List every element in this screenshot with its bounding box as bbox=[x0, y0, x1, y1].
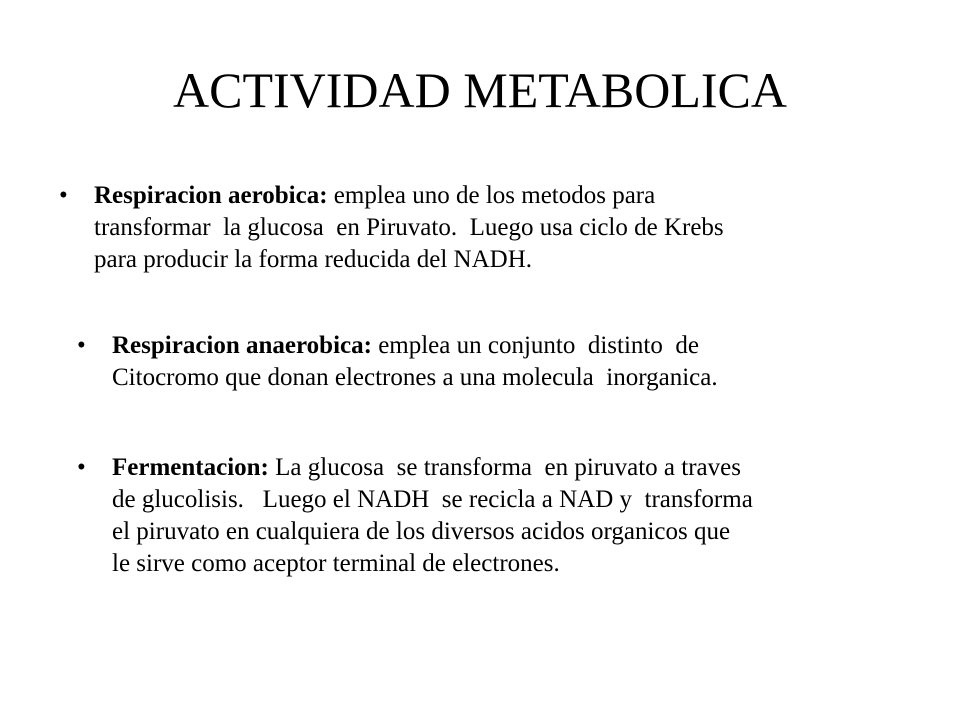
bullet-line bbox=[94, 180, 724, 212]
bullet-fermentacion bbox=[77, 452, 937, 588]
bullet-line: el piruvato en cualquiera de los diversos acidos organicos que bbox=[112, 518, 731, 545]
bullet-body bbox=[112, 330, 718, 394]
bullet-term: Respiracion anaerobica: bbox=[112, 332, 372, 359]
bullet-respiracion-anaerobica bbox=[77, 330, 897, 400]
bullet-line bbox=[112, 452, 753, 484]
bullet-term: Respiracion aerobica: bbox=[94, 182, 328, 209]
slide-title: ACTIVIDAD METABOLICA bbox=[173, 62, 787, 118]
bullet-text: emplea uno de los metodos para bbox=[327, 182, 656, 209]
bullet-line: Citocromo que donan electrones a una molecula inorganica. bbox=[112, 364, 718, 391]
bullet-text: La glucosa se transforma en piruvato a traves bbox=[268, 454, 741, 481]
bullet-line: para producir la forma reducida del NADH. bbox=[94, 246, 533, 273]
bullet-line: transformar la glucosa en Piruvato. Luego usa ciclo de Krebs bbox=[94, 214, 724, 241]
bullet-dot: • bbox=[59, 182, 68, 209]
bullet-dot: • bbox=[77, 332, 86, 359]
bullet-body bbox=[112, 452, 753, 580]
bullet-dot: • bbox=[77, 454, 86, 481]
bullet-line: le sirve como aceptor terminal de electrones. bbox=[112, 550, 560, 577]
bullet-text: emplea un conjunto distinto de bbox=[371, 332, 699, 359]
bullet-body bbox=[94, 180, 724, 276]
bullet-respiracion-aerobica bbox=[59, 180, 899, 280]
bullet-line: de glucolisis. Luego el NADH se recicla a NAD y transforma bbox=[112, 486, 753, 513]
bullet-term: Fermentacion: bbox=[112, 454, 269, 481]
bullet-line bbox=[112, 330, 718, 362]
